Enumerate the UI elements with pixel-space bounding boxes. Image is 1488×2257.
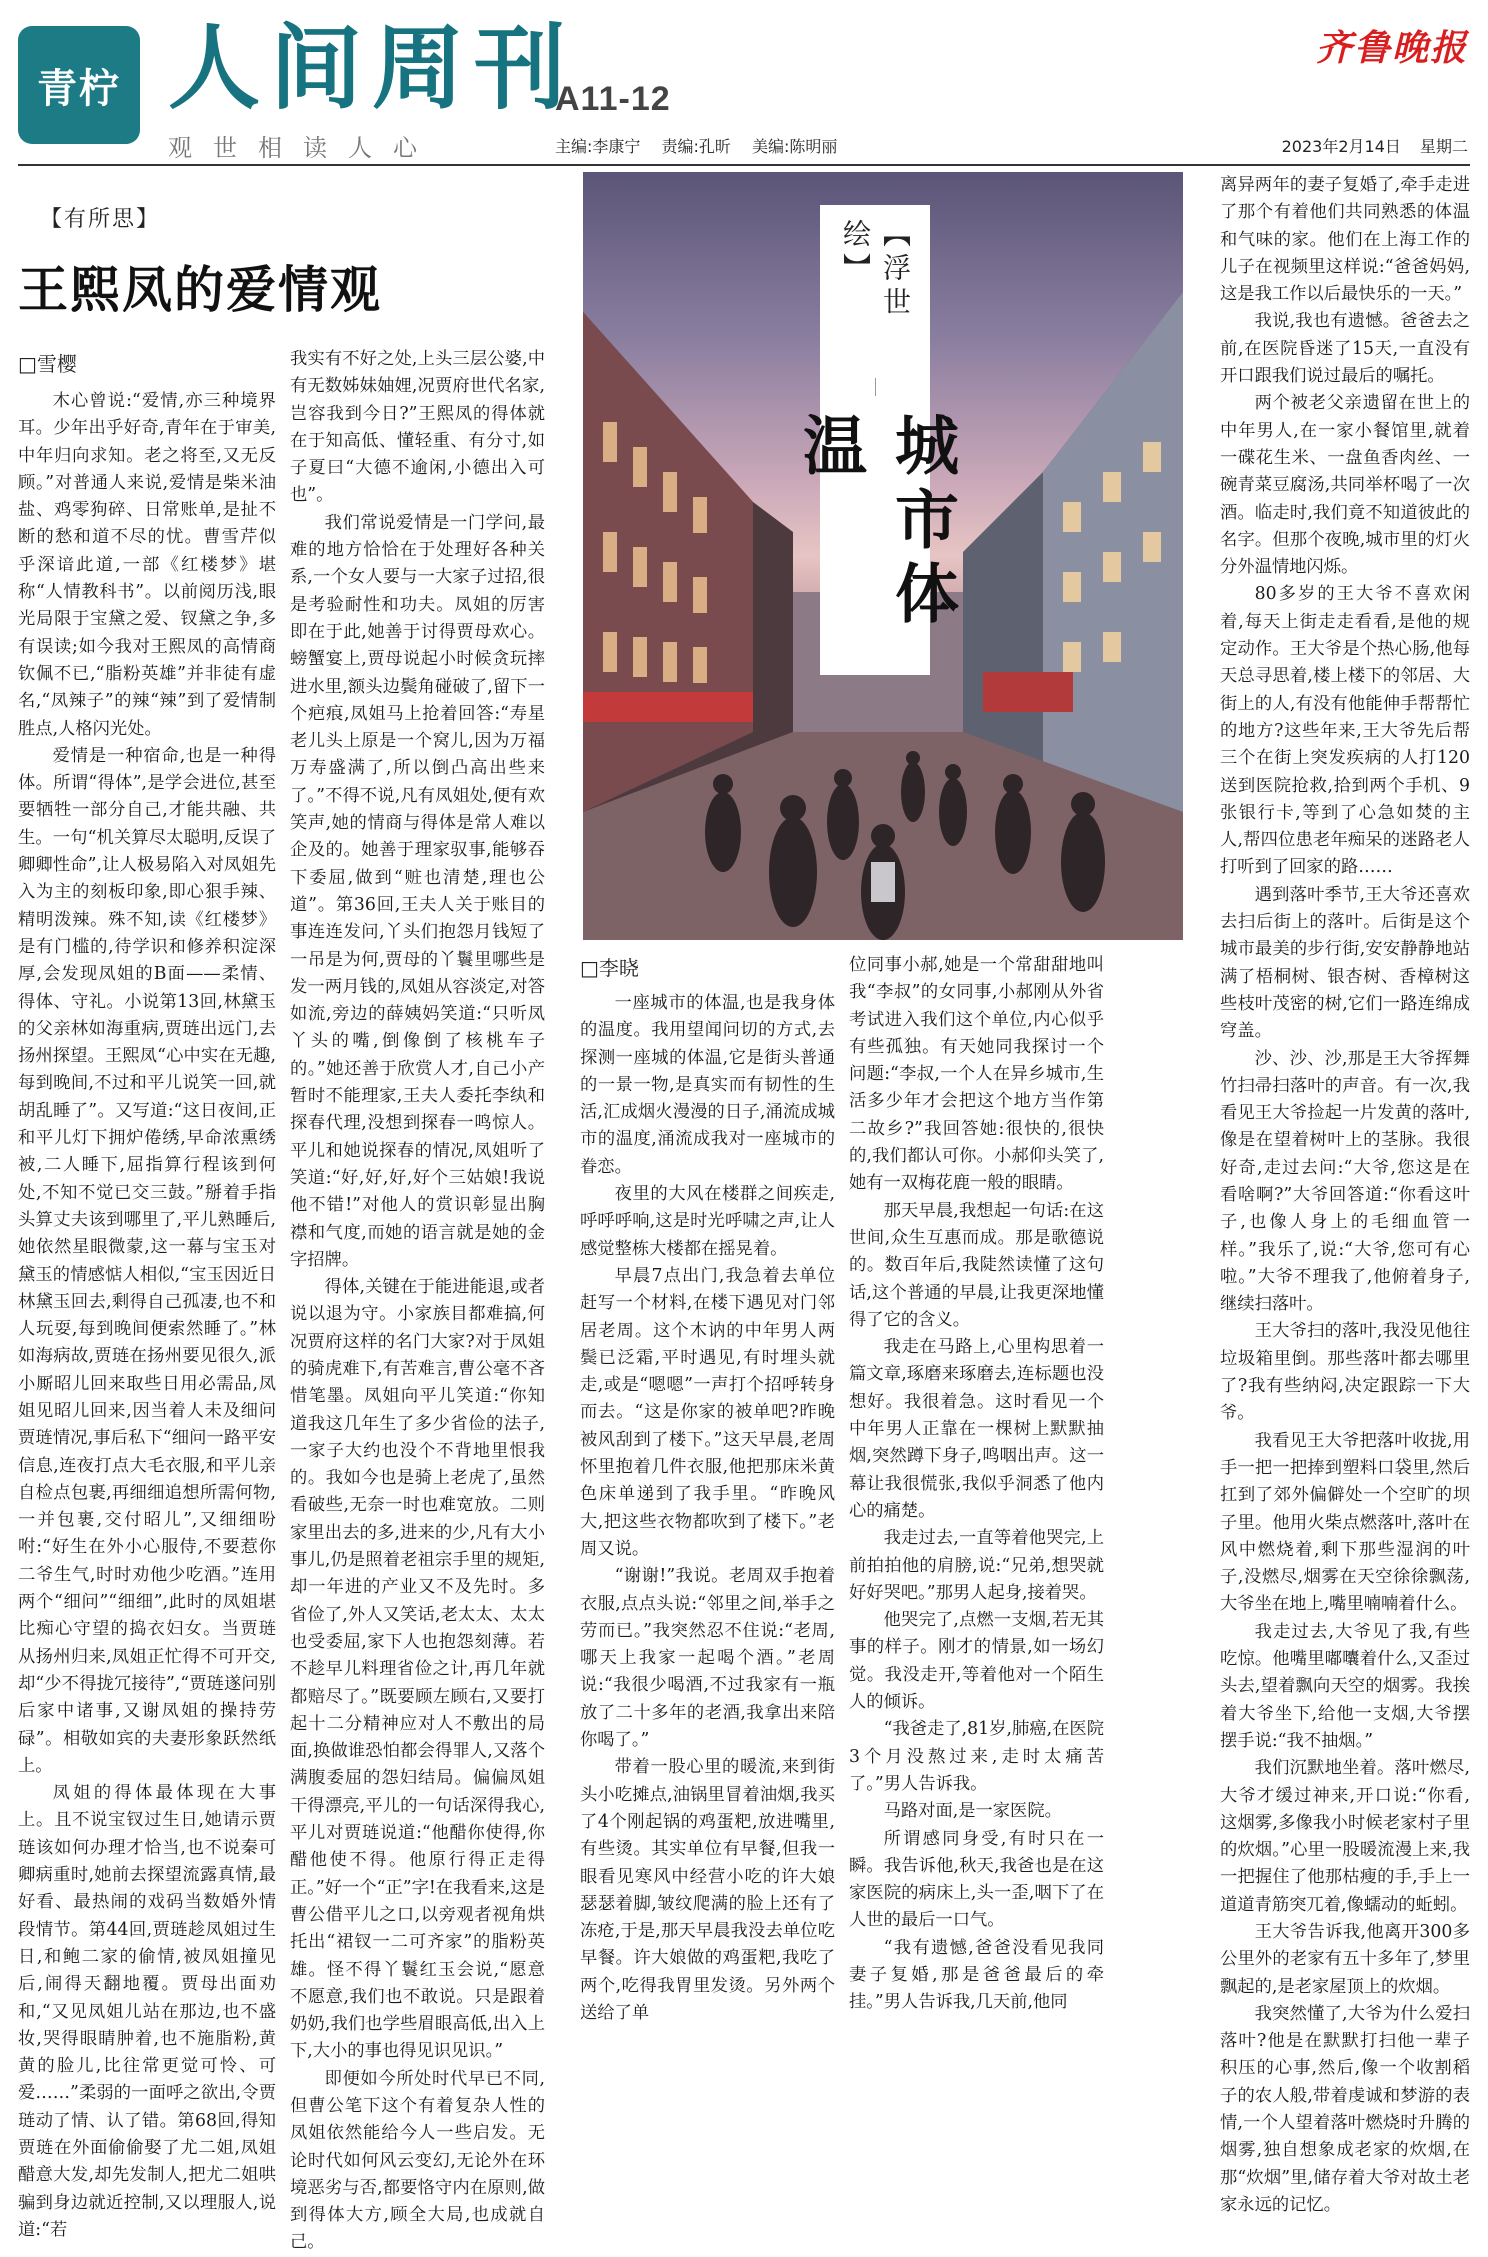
responsible-editor: 责编:孔昕 xyxy=(661,137,731,156)
logo-qingning: 青柠 xyxy=(18,26,140,144)
headline-left: 王熙凤的爱情观 xyxy=(18,260,382,319)
chief-editor: 主编:李康宁 xyxy=(555,137,641,156)
paragraph: 那天早晨,我想起一句话:在这世间,众生互惠而成。那是歌德说的。数百年后,我陡然读懂了这句话,这个普通的早晨,让我更深地懂得了它的含义。 xyxy=(849,1200,1104,1330)
paragraph: 80多岁的王大爷不喜欢闲着,每天上街走走看看,是他的规定动作。王大爷是个热心肠,他每天总寻思着,楼上楼下的邻居、大街上的人,有没有他能伸手帮帮忙的地方?这些年来,王大爷先后帮三个在街上突发疾病的人打120送到医院抢救,拾到两个手机、9张银行卡,等到了心急如焚的主人,帮四位患老年痴呆的迷路老人打听到了回家的路…… xyxy=(1220,584,1470,878)
paragraph: 他哭完了,点燃一支烟,若无其事的样子。刚才的情景,如一场幻觉。我没走开,等着他对一个陌生人的倾诉。 xyxy=(849,1610,1104,1713)
paragraph: 我突然懂了,大爷为什么爱扫落叶?他是在默默打扫他一辈子积压的心事,然后,像一个收割稻子的农人般,带着虔诚和梦游的表情,一个人望着落叶燃烧时升腾的烟雾,独自想象成老家的炊烟,在那“炊烟”里,储存着大爷对故土老家永远的记忆。 xyxy=(1220,2003,1470,2215)
article-column-5 xyxy=(1220,172,1470,2215)
paragraph: 沙、沙、沙,那是王大爷挥舞竹扫帚扫落叶的声音。有一次,我看见王大爷捡起一片发黄的落叶,像是在望着树叶上的茎脉。我很好奇,走过去问:“大爷,您这是在看啥啊?”大爷回答道:“你看这叶子,也像人身上的毛细血管一样。”我乐了,说:“大爷,您可有心啦。”大爷不理我了,他俯着身子,继续扫落叶。 xyxy=(1220,1048,1470,1315)
paragraph: 我走过去,一直等着他哭完,上前拍拍他的肩膀,说:“兄弟,想哭就好好哭吧。”那男人起身,接着哭。 xyxy=(849,1528,1104,1603)
weekday: 星期二 xyxy=(1419,137,1468,156)
paragraph: 马路对面,是一家医院。 xyxy=(883,1801,1062,1822)
paragraph: “我有遗憾,爸爸没看见我同妻子复婚,那是爸爸最后的牵挂。”男人告诉我,几天前,他同 xyxy=(849,1937,1104,2013)
supplement-title: 人间周刊 xyxy=(168,14,577,122)
paragraph: 带着一股心里的暖流,来到街头小吃摊点,油锅里冒着油烟,我买了4个刚起锅的鸡蛋粑,放进嘴里,有些烫。其实单位有早餐,但我一眼看见寒风中经营小吃的许大娘瑟瑟着脚,皱纹爬满的脸上还有了冻疮,于是,那天早晨我没去单位吃早餐。许大娘做的鸡蛋粑,我吃了两个,吃得我胃里发烫。另外两个送给了单 xyxy=(580,1757,835,2023)
paragraph: 即便如今所处时代早已不同,但曹公笔下这个有着复杂人性的凤姐依然能给今人一些启发。无论时代如何风云变幻,无论外在环境恶劣与否,都要恪守内在原则,做到得体大方,顾全大局,也成就自己。 xyxy=(290,2068,545,2253)
byline-left: □雪樱 xyxy=(18,352,77,376)
page-number: A11-12 xyxy=(555,80,671,118)
paragraph: 位同事小郝,她是一个常甜甜地叫我“李叔”的女同事,小郝刚从外省考试进入我们这个单位,内心似乎有些孤独。有天她同我探讨一个问题:“李叔,一个人在异乡城市,生活多少年才会把这个地方当作第二故乡?”我回答她:很快的,很快的,我们都认可你。小郝仰头笑了,她有一双梅花鹿一般的眼睛。 xyxy=(849,955,1104,1194)
section-label-left: 【有所思】 xyxy=(40,207,161,232)
byline-right: □李晓 xyxy=(580,956,639,980)
paragraph: 我看见王大爷把落叶收拢,用手一把一把捧到塑料口袋里,然后扛到了郊外偏僻处一个空旷的坝子里。他用火柴点燃落叶,落叶在风中燃烧着,剩下那些湿润的叶子,没燃尽,烟雾在天空徐徐飘荡,大爷坐在地上,嘴里喃喃着什么。 xyxy=(1220,1430,1470,1615)
issue-date xyxy=(1268,134,1468,157)
paragraph: 木心曾说:“爱情,亦三种境界耳。少年出乎好奇,青年在于审美,中年归向求知。老之将至,又无反顾。”对普通人来说,爱情是柴米油盐、鸡零狗碎、日常账单,是扯不断的愁和道不尽的忧。曹雪芹似乎深谙此道,一部《红楼梦》堪称“人情教科书”。以前阅历浅,眼光局限于宝黛之爱、钗黛之争,多有误读;如今我对王熙凤的高情商钦佩不已,“脂粉英雄”并非徒有虚名,“凤辣子”的辣“辣”到了爱情制胜点,人格闪光处。 xyxy=(18,391,276,739)
paragraph: 我走在马路上,心里构思着一篇文章,琢磨来琢磨去,连标题也没想好。我很着急。这时看见一个中年男人正靠在一棵树上默默抽烟,突然蹲下身子,鸣咽出声。这一幕让我很慌张,我似乎洞悉了他内心的痛楚。 xyxy=(849,1337,1104,1521)
paragraph: 夜里的大风在楼群之间疾走,呼呼呼响,这是时光呼啸之声,让人感觉整栋大楼都在摇晃着。 xyxy=(580,1184,835,1259)
paragraph: 我走过去,大爷见了我,有些吃惊。他嘴里嘟囔着什么,又歪过头去,望着飘向天空的烟雾。我挨着大爷坐下,给他一支烟,大爷摆摆手说:“我不抽烟。” xyxy=(1220,1621,1470,1751)
masthead-divider xyxy=(18,164,1470,166)
article-column-1 xyxy=(18,388,276,2240)
paragraph: 凤姐的得体最体现在大事上。且不说宝钗过生日,她请示贾琏该如何办理才恰当,也不说秦可卿病重时,她前去探望流露真情,最好看、最热闹的戏码当数婚外情段情节。第44回,贾琏趁凤姐过生日,和鲍二家的偷情,被凤姐撞见后,闹得天翻地覆。贾母出面劝和,“又见凤姐儿站在那边,也不盛妆,哭得眼睛肿着,也不施脂粉,黄黄的脸儿,比往常更觉可怜、可爱……”柔弱的一面呼之欲出,令贾琏动了情、认了错。第68回,得知贾琏在外面偷偷娶了尤二姐,凤姐醋意大发,却先发制人,把尤二姐哄骗到身边就近控制,又以理服人,说道:“若 xyxy=(18,1783,276,2240)
article-column-3 xyxy=(580,990,835,2173)
paragraph: “谢谢!”我说。老周双手抱着衣服,点点头说:“邻里之间,举手之劳而已。”我突然忍不住说:“老周,哪天上我家一起喝个酒。”老周说:“我很少喝酒,不过我家有一瓶放了二十多年的老酒,我拿出来陪你喝了。” xyxy=(580,1566,835,1751)
article-column-2 xyxy=(290,346,545,2253)
tagline: 观世相读人心 xyxy=(168,134,438,162)
paragraph: 我们常说爱情是一门学问,最难的地方恰恰在于处理好各种关系,一个女人要与一大家子过招,很是考验耐性和功夫。凤姐的厉害即在于此,她善于讨得贾母欢心。螃蟹宴上,贾母说起小时候贪玩摔进水里,额头边鬓角碰破了,留下一个疤痕,凤姐马上抢着回答:“寿星老儿头上原是一个窝儿,因为万福万寿盛满了,所以倒凸高出些来了。”不得不说,凡有凤姐处,便有欢笑声,她的情商与得体是常人难以企及的。她善于理家驭事,能够吞下委屈,做到“赃也清楚,理也公道”。第36回,王夫人关于账目的事连连发问,丫头们抱怨月钱短了一吊是为何,贾母的丫鬟里哪些是发一两月钱的,凤姐从容淡定,对答如流,旁边的薛姨妈笑道:“只听凤丫头的嘴,倒像倒了核桃车子的。”她还善于欣赏人才,自己小产暂时不能理家,王夫人委托李纨和探春代理,没想到探春一鸣惊人。平儿和她说探春的情况,凤姐听了笑道:“好,好,好,好个三姑娘!我说他不错!”对他人的赏识彰显出胸襟和气度,而她的语言就是她的金字招牌。 xyxy=(290,512,545,1270)
art-editor: 美编:陈明丽 xyxy=(752,137,838,156)
editor-credits xyxy=(555,134,853,157)
article-column-4 xyxy=(849,952,1104,2173)
paragraph: 爱情是一种宿命,也是一种得体。所谓“得体”,是学会进位,甚至要牺牲一部分自己,才能共融、共生。一句“机关算尽太聪明,反误了卿卿性命”,让人极易陷入对凤姐先入为主的刻板印象,即心狠手辣、精明泼辣。殊不知,读《红楼梦》是有门槛的,待学识和修养积淀深厚,会发现凤姐的B面——柔情、得体、守礼。小说第13回,林黛玉的父亲林如海重病,贾琏出远门,去扬州探望。王熙凤“心中实在无趣,每到晚间,不过和平儿说笑一回,就胡乱睡了”。又写道:“这日夜间,正和平儿灯下拥炉倦绣,早命浓熏绣被,二人睡下,屈指算行程该到何处,不知不觉已交三鼓。”掰着手指头算丈夫该到哪里了,平儿熟睡后,她依然星眼微蒙,这一幕与宝玉对黛玉的情感惦人相似,“宝玉因近日林黛玉回去,剩得自己孤凄,也不和人玩耍,每到晚间便索然睡了。”林如海病故,贾琏在扬州要见很久,派小厮昭儿回来取些日用必需品,凤姐见昭儿回来,因当着人未及细问贾琏情况,事后私下“细问一路平安信息,连夜打点大毛衣服,和平儿亲自检点包裹,再细细追想所需何物,一并包裹,交付昭儿”,又细细吩咐:“好生在外小心服侍,不要惹你二爷生气,时时劝他少吃酒。”连用两个“细问”“细细”,此时的凤姐堪比痴心守望的捣衣妇女。当贾琏从扬州归来,凤姐正忙得不可开交,却“少不得拢冗接待”,“贾琏遂问别后家中诸事,又谢凤姐的操持劳碌”。相敬如宾的夫妻形象跃然纸上。 xyxy=(18,745,276,1776)
feature-title-box xyxy=(792,205,959,675)
section-label-right: 【浮世绘】 xyxy=(839,219,912,321)
title-divider xyxy=(875,378,876,396)
paragraph: 离异两年的妻子复婚了,牵手走进了那个有着他们共同熟悉的体温和气味的家。他们在上海工作的儿子在视频里这样说:“爸爸妈妈,这是我工作以后最快乐的一天。” xyxy=(1220,175,1470,305)
paragraph: 所谓感同身受,有时只在一瞬。我告诉他,秋天,我爸也是在这家医院的病床上,头一歪,咽下了在人世的最后一口气。 xyxy=(849,1828,1104,1931)
paragraph: 我实有不好之处,上头三层公婆,中有无数姊妹妯娌,况贾府世代名家,岂容我到今日?”王熙凤的得体就在于知高低、懂轻重、有分寸,如子夏曰“大德不逾闲,小德出入可也”。 xyxy=(290,349,545,506)
paragraph: 一座城市的体温,也是我身体的温度。我用望闻问切的方式,去探测一座城的体温,它是街头普通的一景一物,是真实而有韧性的生活,汇成烟火漫漫的日子,涌流成城市的温度,涌流成我对一座城市的眷恋。 xyxy=(580,993,835,1177)
headline-right: 城市体温 xyxy=(792,411,959,634)
paragraph: 王大爷告诉我,他离开300多公里外的老家有五十多年了,梦里飘起的,是老家屋顶上的炊烟。 xyxy=(1220,1922,1470,1997)
paragraph: 我们沉默地坐着。落叶燃尽,大爷才缓过神来,开口说:“你看,这烟雾,多像我小时候老家村子里的炊烟。”心里一股暖流漫上来,我一把握住了他那枯瘦的手,手上一道道青筋突兀着,像蠕动的蚯蚓。 xyxy=(1220,1758,1470,1915)
paragraph: 王大爷扫的落叶,我没见他往垃圾箱里倒。那些落叶都去哪里了?我有些纳闷,决定跟踪一下大爷。 xyxy=(1220,1321,1470,1424)
date: 2023年2月14日 xyxy=(1281,137,1401,156)
newspaper-logo: 齐鲁晚报 xyxy=(1315,27,1468,69)
paragraph: 早晨7点出门,我急着去单位赶写一个材料,在楼下遇见对门邻居老周。这个木讷的中年男人两鬓已泛霜,平时遇见,有时埋头就走,或是“嗯嗯”一声打个招呼转身而去。“这是你家的被单吧?昨晚被风刮到了楼下。”这天早晨,老周怀里抱着几件衣服,他把那床米黄色床单递到了我手里。“昨晚风大,把这些衣物都吹到了楼下。”老周又说。 xyxy=(580,1265,835,1559)
paragraph: “我爸走了,81岁,肺癌,在医院3个月没熬过来,走时太痛苦了。”男人告诉我。 xyxy=(849,1719,1104,1794)
paragraph: 遇到落叶季节,王大爷还喜欢去扫后街上的落叶。后街是这个城市最美的步行街,安安静静地站满了梧桐树、银杏树、香樟树这些枝叶茂密的树,它们一路连绵成穹盖。 xyxy=(1220,884,1470,1042)
paragraph: 得体,关键在于能进能退,或者说以退为守。小家族目都难搞,何况贾府这样的名门大家?对于凤姐的骑虎难下,有苦难言,曹公毫不吝惜笔墨。凤姐向平儿笑道:“你知道我这几年生了多少省俭的法子,一家子大约也没个不背地里恨我的。我如今也是骑上老虎了,虽然看破些,无奈一时也难宽放。二则家里出去的多,进来的少,凡有大小事儿,仍是照着老祖宗手里的规矩,却一年进的产业又不及先时。多省俭了,外人又笑话,老太太、太太也受委屈,家下人也抱怨刻薄。若不趁早儿料理省俭之计,再几年就都赔尽了。”既要顾左顾右,又要打起十二分精神应对人不敷出的局面,换做谁恐怕都会得罪人,又落个满腹委屈的怨妇结局。偏偏凤姐干得漂亮,平儿的一句话深得我心,平儿对贾琏说道:“他醋你使得,你醋他使不得。他原行得正走得正。”好一个“正”字!在我看来,这是曹公借平儿之口,以旁观者视角烘托出“裙钗一二可齐家”的脂粉英雄。怪不得丫鬟红玉会说,“愿意不愿意,我们也不敢说。只是跟着奶奶,我们也学些眉眼高低,出入上下,大小的事也得见识见识。” xyxy=(290,1277,545,2062)
paragraph: 我说,我也有遗憾。爸爸去之前,在医院昏迷了15天,一直没有开口跟我们说过最后的嘱托。 xyxy=(1220,311,1470,387)
paragraph: 两个被老父亲遗留在世上的中年男人,在一家小餐馆里,就着一碟花生米、一盘鱼香肉丝、一碗青菜豆腐汤,共同举杯喝了一次酒。临走时,我们竟不知道彼此的名字。但那个夜晚,城市里的灯火分外温情地闪烁。 xyxy=(1220,393,1470,578)
